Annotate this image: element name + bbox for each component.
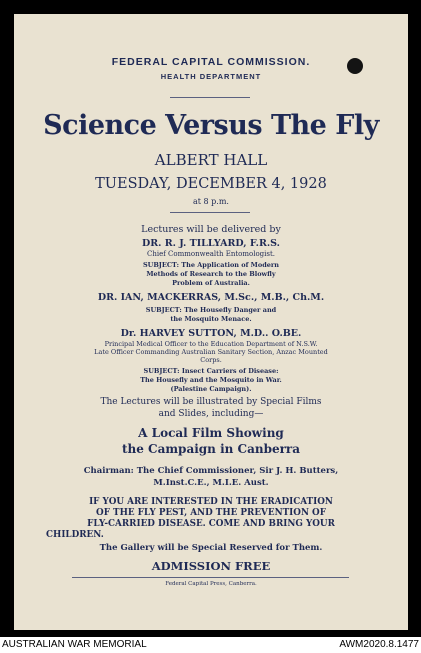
archive-name: AUSTRALIAN WAR MEMORIAL (2, 639, 147, 650)
lecturer-role: Principal Medical Officer to the Education Department of N.S.W. (104, 340, 318, 348)
lectures-intro: Lectures will be delivered by (141, 224, 281, 235)
archive-footer (0, 637, 421, 653)
lecturer-name: Dr. HARVEY SUTTON, M.D.. O.BE. (120, 328, 302, 339)
illustrated-note: The Lectures will be illustrated by Special Films (100, 397, 322, 407)
lecture-subject: Methods of Research to the Blowfly (146, 270, 276, 278)
lecture-subject: SUBJECT: Insect Carriers of Disease: (143, 367, 279, 375)
archive-id: AWM2020.8.1477 (339, 639, 419, 650)
appeal-line: CHILDREN. (46, 530, 104, 540)
lecturer-name: DR. R. J. TILLYARD, F.R.S. (142, 238, 280, 249)
lecture-subject: (Palestine Campaign). (170, 385, 252, 393)
event-date: TUESDAY, DECEMBER 4, 1928 (95, 176, 327, 192)
lecturer-name: DR. IAN, MACKERRAS, M.Sc., M.B., Ch.M. (97, 292, 325, 303)
appeal-line: IF YOU ARE INTERESTED IN THE ERADICATION (89, 497, 333, 507)
lecture-subject: Problem of Australia. (172, 279, 250, 287)
poster-sheet (14, 14, 408, 630)
lecture-subject: SUBJECT: The Housefly Danger and (145, 306, 277, 314)
lecturer-role: Chief Commonwealth Entomologist. (146, 250, 276, 258)
org-name: FEDERAL CAPITAL COMMISSION. (111, 56, 311, 68)
appeal-line: OF THE FLY PEST, AND THE PREVENTION OF (96, 508, 326, 518)
bottom-divider (72, 577, 349, 578)
event-time: at 8 p.m. (193, 197, 229, 206)
lecture-subject: The Housefly and the Mosquito in War. (140, 376, 282, 384)
lecture-subject: the Mosquito Menace. (170, 315, 252, 323)
appeal-line: FLY-CARRIED DISEASE. COME AND BRING YOUR (87, 519, 335, 529)
poster-title: Science Versus The Fly (43, 110, 379, 141)
venue: ALBERT HALL (154, 151, 268, 169)
lecturer-role: Late Officer Commanding Australian Sanitary Section, Anzac Mounted (94, 348, 328, 356)
dept-name: HEALTH DEPARTMENT (160, 72, 262, 81)
gallery-note: The Gallery will be Special Reserved for Them. (99, 543, 323, 553)
chairman-line: M.Inst.C.E., M.I.E. Aust. (153, 478, 269, 488)
mid-divider (170, 212, 250, 213)
admission-free: ADMISSION FREE (151, 559, 271, 573)
top-divider (170, 97, 250, 98)
chairman-line: Chairman: The Chief Commissioner, Sir J. H. Butters, (83, 466, 339, 476)
lecture-subject: SUBJECT: The Application of Modern (142, 261, 280, 269)
printer-credit: Federal Capital Press, Canberra. (165, 581, 257, 587)
lecturer-role: Corps. (200, 356, 222, 364)
illustrated-note: and Slides, including— (158, 409, 264, 419)
film-title: A Local Film Showing (138, 426, 284, 440)
film-title: the Campaign in Canberra (121, 442, 301, 456)
